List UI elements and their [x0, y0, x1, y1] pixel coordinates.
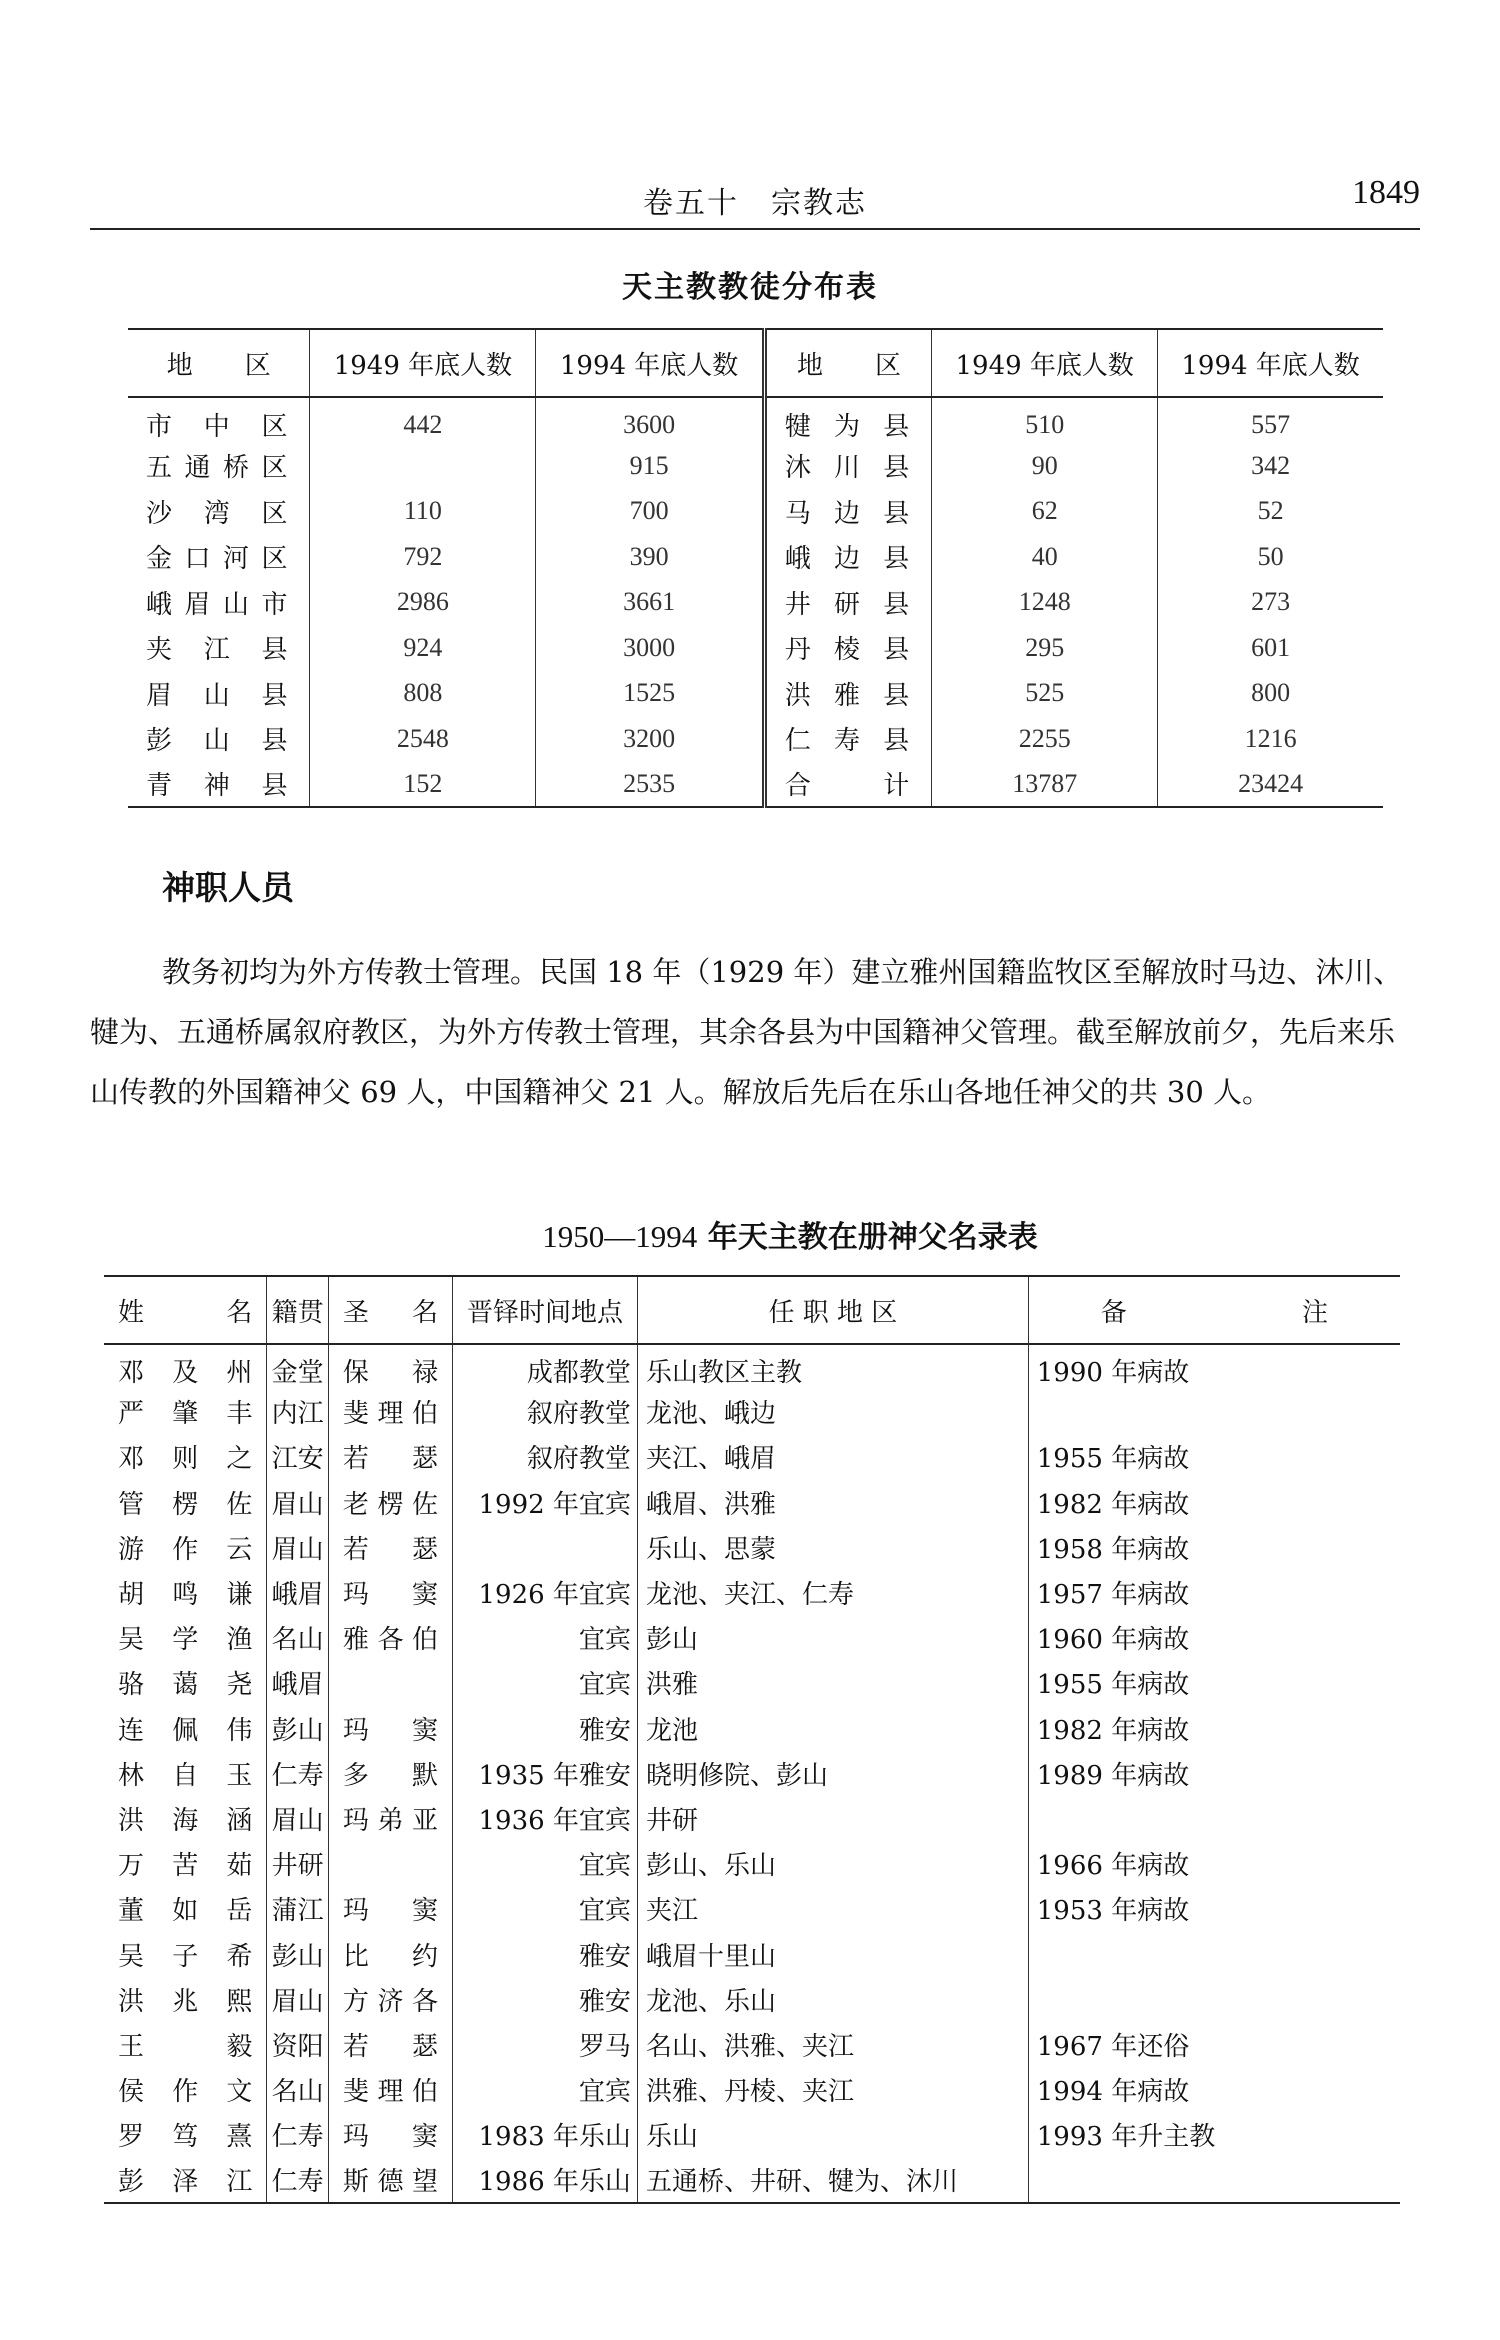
region-name: 马边县 — [764, 489, 931, 535]
table1-header-cell: 地 区 — [764, 329, 931, 397]
table2-row — [104, 1751, 1400, 1796]
ordination-time-place: 1926 年宜宾 — [453, 1570, 638, 1615]
member-count: 295 — [932, 625, 1158, 671]
remark: 1955 年病故 — [1028, 1660, 1400, 1705]
remark: 1957 年病故 — [1028, 1570, 1400, 1615]
table2-header-cell: 籍贯 — [267, 1276, 328, 1344]
table2-header-cell: 晋铎时间地点 — [453, 1276, 638, 1344]
remark: 1982 年病故 — [1028, 1706, 1400, 1751]
table1-row — [128, 671, 1383, 717]
service-area: 龙池、峨边 — [637, 1389, 1028, 1434]
table1-header-row — [128, 329, 1383, 397]
remark: 1993 年升主教 — [1028, 2112, 1400, 2157]
saint-name: 雅各伯 — [328, 1615, 452, 1660]
ordination-time-place: 雅安 — [453, 1931, 638, 1976]
table2-row — [104, 1615, 1400, 1660]
body-paragraph — [90, 942, 1420, 1122]
native-place: 蒲江 — [267, 1886, 328, 1931]
saint-name — [328, 1841, 452, 1886]
ordination-time-place: 宜宾 — [453, 1841, 638, 1886]
native-place: 仁寿 — [267, 2157, 328, 2202]
service-area: 洪雅、丹棱、夹江 — [637, 2067, 1028, 2112]
table2-row — [104, 2022, 1400, 2067]
table2-row — [104, 1480, 1400, 1525]
table2-header-cell: 任 职 地 区 — [637, 1276, 1028, 1344]
saint-name: 玛弟亚 — [328, 1796, 452, 1841]
remark: 1982 年病故 — [1028, 1480, 1400, 1525]
priest-name: 吴子希 — [118, 1941, 253, 1972]
member-count: 273 — [1158, 580, 1383, 626]
saint-name: 若瑟 — [328, 1434, 452, 1479]
native-place: 峨眉 — [267, 1660, 328, 1705]
service-area: 龙池、乐山 — [637, 1977, 1028, 2022]
remark — [1028, 1796, 1400, 1841]
priest-name: 林自玉 — [118, 1760, 253, 1791]
table1-row — [128, 397, 1383, 443]
service-area: 龙池 — [637, 1706, 1028, 1751]
service-area: 五通桥、井研、犍为、沐川 — [637, 2157, 1028, 2202]
priest-name: 胡鸣谦 — [118, 1580, 253, 1611]
table2-row — [104, 2067, 1400, 2112]
member-count: 23424 — [1158, 762, 1383, 808]
ordination-time-place: 宜宾 — [453, 1886, 638, 1931]
remark — [1028, 1977, 1400, 2022]
ordination-time-place — [453, 1525, 638, 1570]
native-place: 眉山 — [267, 1796, 328, 1841]
table1-header-cell: 地 区 — [128, 329, 310, 397]
priest-name: 侯作文 — [118, 2077, 253, 2108]
table1-header-cell: 1949 年底人数 — [932, 329, 1158, 397]
member-count: 1525 — [536, 671, 764, 717]
table2-row — [104, 1796, 1400, 1841]
member-count: 13787 — [932, 762, 1158, 808]
service-area: 乐山 — [637, 2112, 1028, 2157]
ordination-time-place: 宜宾 — [453, 1615, 638, 1660]
native-place: 眉山 — [267, 1480, 328, 1525]
member-count: 2548 — [310, 716, 536, 762]
table1-caption: 天主教教徒分布表 — [622, 270, 878, 305]
service-area: 彭山 — [637, 1615, 1028, 1660]
service-area: 彭山、乐山 — [637, 1841, 1028, 1886]
table2-row — [104, 1841, 1400, 1886]
priest-name: 连佩伟 — [118, 1715, 253, 1746]
member-count: 342 — [1158, 443, 1383, 489]
member-count: 3000 — [536, 625, 764, 671]
service-area: 名山、洪雅、夹江 — [637, 2022, 1028, 2067]
region-name: 合计 — [764, 762, 931, 808]
region-name: 青神县 — [146, 771, 288, 802]
ordination-time-place: 叙府教堂 — [453, 1389, 638, 1434]
ordination-time-place: 成都教堂 — [453, 1344, 638, 1389]
catholic-distribution-table — [128, 328, 1383, 808]
priest-name: 洪兆熙 — [118, 1986, 253, 2017]
section-title: 神职人员 — [162, 868, 294, 907]
member-count: 2255 — [932, 716, 1158, 762]
service-area: 乐山、思蒙 — [637, 1525, 1028, 1570]
page-header — [90, 172, 1420, 230]
member-count: 2986 — [310, 580, 536, 626]
table2-caption — [40, 1212, 1500, 1256]
table1-row — [128, 716, 1383, 762]
region-name: 金口河区 — [146, 544, 288, 575]
saint-name: 若瑟 — [328, 1525, 452, 1570]
member-count: 510 — [932, 397, 1158, 443]
region-name: 五通桥区 — [146, 453, 288, 484]
native-place: 资阳 — [267, 2022, 328, 2067]
native-place: 眉山 — [267, 1525, 328, 1570]
saint-name: 老楞佐 — [328, 1480, 452, 1525]
table2-row — [104, 1706, 1400, 1751]
table1-row — [128, 443, 1383, 489]
member-count: 800 — [1158, 671, 1383, 717]
table2-header-cell: 姓名 — [104, 1276, 267, 1344]
ordination-time-place: 叙府教堂 — [453, 1434, 638, 1479]
member-count: 601 — [1158, 625, 1383, 671]
remark: 1994 年病故 — [1028, 2067, 1400, 2112]
member-count: 152 — [310, 762, 536, 808]
member-count: 2535 — [536, 762, 764, 808]
member-count: 557 — [1158, 397, 1383, 443]
table1-row — [128, 625, 1383, 671]
native-place: 名山 — [267, 2067, 328, 2112]
ordination-time-place: 1986 年乐山 — [453, 2157, 638, 2202]
member-count: 442 — [310, 397, 536, 443]
table2-header-row — [104, 1276, 1400, 1344]
member-count: 390 — [536, 534, 764, 580]
member-count: 924 — [310, 625, 536, 671]
region-name: 彭山县 — [146, 726, 288, 757]
table2-row — [104, 1886, 1400, 1931]
ordination-time-place: 雅安 — [453, 1706, 638, 1751]
priest-name: 吴学渔 — [118, 1625, 253, 1656]
native-place: 金堂 — [267, 1344, 328, 1389]
table2-row — [104, 1389, 1400, 1434]
native-place: 彭山 — [267, 1706, 328, 1751]
saint-name: 斐理伯 — [328, 1389, 452, 1434]
priest-name: 罗笃熹 — [118, 2122, 253, 2153]
priest-name: 邓则之 — [118, 1444, 253, 1475]
service-area: 峨眉十里山 — [637, 1931, 1028, 1976]
table2-row — [104, 1434, 1400, 1479]
remark: 1955 年病故 — [1028, 1434, 1400, 1479]
native-place: 仁寿 — [267, 2112, 328, 2157]
member-count: 3200 — [536, 716, 764, 762]
priest-name: 彭泽江 — [118, 2166, 253, 2197]
native-place: 江安 — [267, 1434, 328, 1479]
remark: 1953 年病故 — [1028, 1886, 1400, 1931]
remark: 1967 年还俗 — [1028, 2022, 1400, 2067]
member-count: 50 — [1158, 534, 1383, 580]
member-count: 52 — [1158, 489, 1383, 535]
region-name: 犍为县 — [764, 397, 931, 443]
native-place: 眉山 — [267, 1977, 328, 2022]
table2-header-cell: 备注 — [1028, 1276, 1400, 1344]
native-place: 名山 — [267, 1615, 328, 1660]
region-name: 夹江县 — [146, 635, 288, 666]
table1-row — [128, 580, 1383, 626]
region-name: 峨眉山市 — [146, 589, 288, 620]
service-area: 峨眉、洪雅 — [637, 1480, 1028, 1525]
ordination-time-place: 1936 年宜宾 — [453, 1796, 638, 1841]
region-name: 市中区 — [146, 412, 288, 442]
priest-name: 王毅 — [118, 2031, 253, 2062]
chapter-title: 卷五十 宗教志 — [643, 186, 867, 221]
ordination-time-place: 罗马 — [453, 2022, 638, 2067]
region-name: 沙湾区 — [146, 498, 288, 529]
region-name: 井研县 — [764, 580, 931, 626]
member-count: 525 — [932, 671, 1158, 717]
member-count: 808 — [310, 671, 536, 717]
saint-name: 若瑟 — [328, 2022, 452, 2067]
member-count: 1216 — [1158, 716, 1383, 762]
member-count: 3600 — [536, 397, 764, 443]
paragraph-text: 教务初均为外方传教士管理。民国 18 年（1929 年）建立雅州国籍监牧区至解放时马边、沐川、犍为、五通桥属叙府教区，为外方传教士管理，其余各县为中国籍神父管理。截至解放前夕，先后来乐山传教的外国籍神父 69 人，中国籍神父 21 人。解放后先后在乐山各地任神父的共 30 人。 — [90, 955, 1403, 1109]
saint-name: 保禄 — [328, 1344, 452, 1389]
table2-row — [104, 1525, 1400, 1570]
member-count: 62 — [932, 489, 1158, 535]
member-count: 110 — [310, 489, 536, 535]
member-count: 915 — [536, 443, 764, 489]
service-area: 乐山教区主教 — [637, 1344, 1028, 1389]
region-name: 峨边县 — [764, 534, 931, 580]
priest-name: 万苦茹 — [118, 1851, 253, 1882]
ordination-time-place: 宜宾 — [453, 2067, 638, 2112]
remark — [1028, 1389, 1400, 1434]
region-name: 眉山县 — [146, 680, 288, 711]
native-place: 彭山 — [267, 1931, 328, 1976]
remark: 1958 年病故 — [1028, 1525, 1400, 1570]
table1-header-cell: 1994 年底人数 — [536, 329, 764, 397]
table2-row — [104, 2112, 1400, 2157]
remark: 1989 年病故 — [1028, 1751, 1400, 1796]
saint-name — [328, 1660, 452, 1705]
saint-name: 玛窦 — [328, 1706, 452, 1751]
region-name: 丹棱县 — [764, 625, 931, 671]
priest-name: 董如岳 — [118, 1896, 253, 1927]
service-area: 龙池、夹江、仁寿 — [637, 1570, 1028, 1615]
service-area: 晓明修院、彭山 — [637, 1751, 1028, 1796]
member-count: 90 — [932, 443, 1158, 489]
native-place: 井研 — [267, 1841, 328, 1886]
saint-name: 斯德望 — [328, 2157, 452, 2202]
service-area: 夹江 — [637, 1886, 1028, 1931]
saint-name: 玛窦 — [328, 1886, 452, 1931]
table2-row — [104, 1660, 1400, 1705]
ordination-time-place: 1935 年雅安 — [453, 1751, 638, 1796]
service-area: 井研 — [637, 1796, 1028, 1841]
native-place: 内江 — [267, 1389, 328, 1434]
member-count: 1248 — [932, 580, 1158, 626]
saint-name: 玛窦 — [328, 1570, 452, 1615]
priest-name: 管楞佐 — [118, 1489, 253, 1520]
saint-name: 斐理伯 — [328, 2067, 452, 2112]
saint-name: 玛窦 — [328, 2112, 452, 2157]
remark: 1966 年病故 — [1028, 1841, 1400, 1886]
member-count: 792 — [310, 534, 536, 580]
remark: 1960 年病故 — [1028, 1615, 1400, 1660]
member-count — [310, 443, 536, 489]
service-area: 夹江、峨眉 — [637, 1434, 1028, 1479]
service-area: 洪雅 — [637, 1660, 1028, 1705]
page-number: 1849 — [1352, 174, 1420, 211]
region-name: 洪雅县 — [764, 671, 931, 717]
table2-row — [104, 2157, 1400, 2202]
ordination-time-place: 宜宾 — [453, 1660, 638, 1705]
saint-name: 方济各 — [328, 1977, 452, 2022]
table1-row — [128, 489, 1383, 535]
member-count: 40 — [932, 534, 1158, 580]
region-name: 沐川县 — [764, 443, 931, 489]
priest-name: 严肇丰 — [118, 1399, 253, 1430]
remark — [1028, 1931, 1400, 1976]
priest-roster-table — [104, 1275, 1400, 2204]
region-name: 仁寿县 — [764, 716, 931, 762]
ordination-time-place: 雅安 — [453, 1977, 638, 2022]
saint-name: 比约 — [328, 1931, 452, 1976]
priest-name: 游作云 — [118, 1534, 253, 1565]
table2-caption-text: 年天主教在册神父名录表 — [697, 1220, 1038, 1255]
priest-name: 邓及州 — [118, 1357, 253, 1388]
table1-header-cell: 1994 年底人数 — [1158, 329, 1383, 397]
table2-header-cell: 圣名 — [328, 1276, 452, 1344]
ordination-time-place: 1983 年乐山 — [453, 2112, 638, 2157]
member-count: 3661 — [536, 580, 764, 626]
table1-row — [128, 534, 1383, 580]
saint-name: 多默 — [328, 1751, 452, 1796]
native-place: 峨眉 — [267, 1570, 328, 1615]
remark: 1990 年病故 — [1028, 1344, 1400, 1389]
table2-row — [104, 1977, 1400, 2022]
ordination-time-place: 1992 年宜宾 — [453, 1480, 638, 1525]
table2-row — [104, 1570, 1400, 1615]
table2-row — [104, 1344, 1400, 1389]
native-place: 仁寿 — [267, 1751, 328, 1796]
remark — [1028, 2157, 1400, 2202]
table1-row — [128, 762, 1383, 808]
member-count: 700 — [536, 489, 764, 535]
priest-name: 洪海涵 — [118, 1805, 253, 1836]
table2-row — [104, 1931, 1400, 1976]
priest-name: 骆蔼尧 — [118, 1670, 253, 1701]
table2-caption-years: 1950—1994 — [542, 1219, 698, 1254]
table1-header-cell: 1949 年底人数 — [310, 329, 536, 397]
